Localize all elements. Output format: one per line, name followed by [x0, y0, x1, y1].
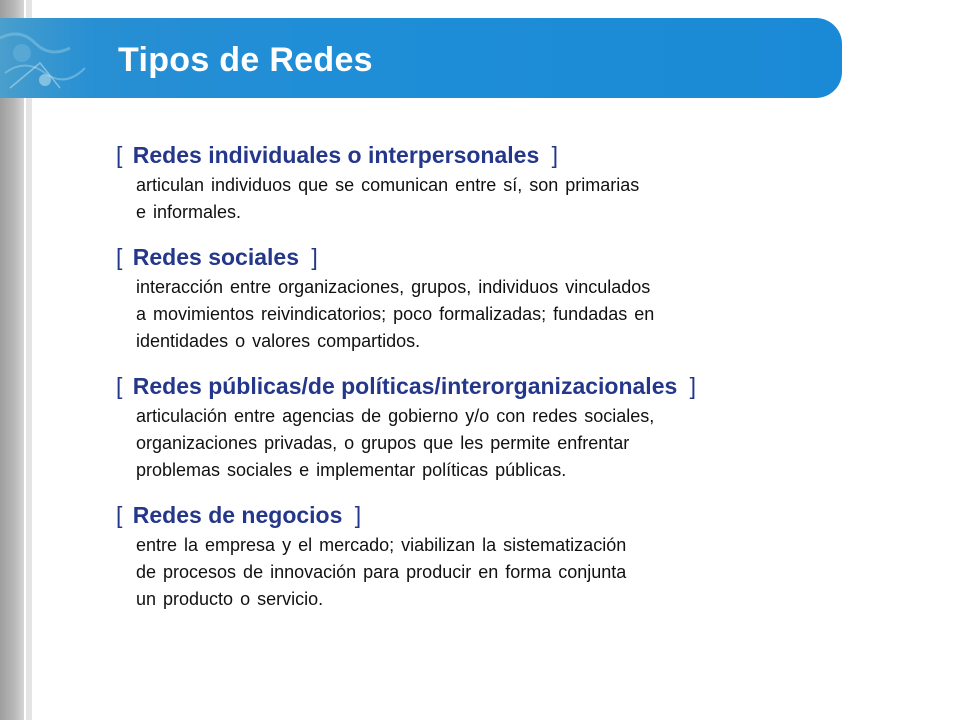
description-line: un producto o servicio. [136, 589, 324, 609]
title-banner [0, 18, 842, 98]
side-bar-decoration [0, 0, 24, 720]
description-line: entre la empresa y el mercado; viabilizan la sistematización [136, 535, 627, 555]
section-heading-label: Redes individuales o interpersonales [132, 142, 540, 168]
description-line: e informales. [136, 202, 242, 222]
description-line: organizaciones privadas, o grupos que les permite enfrentar [136, 433, 630, 453]
section-heading [116, 500, 916, 530]
close-bracket: ] [354, 502, 362, 528]
section-heading [116, 242, 916, 272]
close-bracket: ] [311, 244, 318, 270]
description-line: identidades o valores compartidos. [136, 331, 421, 351]
section-heading [116, 140, 916, 170]
description-line: articulan individuos que se comunican entre sí, son primarias [136, 175, 640, 195]
section-description [136, 532, 916, 613]
banner-texture-image [0, 18, 110, 98]
slide-content [116, 140, 916, 629]
section-description [136, 274, 916, 355]
side-bar-line-decoration [26, 0, 32, 720]
section-heading-label: Redes sociales [132, 244, 299, 270]
section-description [136, 403, 916, 484]
description-line: problemas sociales e implementar políticas públicas. [136, 460, 567, 480]
open-bracket: [ [116, 244, 123, 270]
open-bracket: [ [116, 502, 123, 528]
close-bracket: ] [551, 142, 559, 168]
section-heading-label: Redes de negocios [132, 502, 343, 528]
description-line: interacción entre organizaciones, grupos, individuos vinculados [136, 277, 651, 297]
section-heading-label: Redes públicas/de políticas/interorganizacionales [132, 373, 678, 399]
section-redes-individuales [116, 140, 916, 226]
section-heading [116, 371, 916, 401]
section-description [136, 172, 916, 226]
section-redes-sociales [116, 242, 916, 355]
description-line: de procesos de innovación para producir en forma conjunta [136, 562, 627, 582]
section-redes-negocios [116, 500, 916, 613]
page-title: Tipos de Redes [118, 41, 373, 79]
close-bracket: ] [689, 373, 697, 399]
open-bracket: [ [116, 373, 123, 399]
description-line: a movimientos reivindicatorios; poco formalizadas; fundadas en [136, 304, 655, 324]
description-line: articulación entre agencias de gobierno y/o con redes sociales, [136, 406, 655, 426]
open-bracket: [ [116, 142, 123, 168]
section-redes-publicas [116, 371, 916, 484]
